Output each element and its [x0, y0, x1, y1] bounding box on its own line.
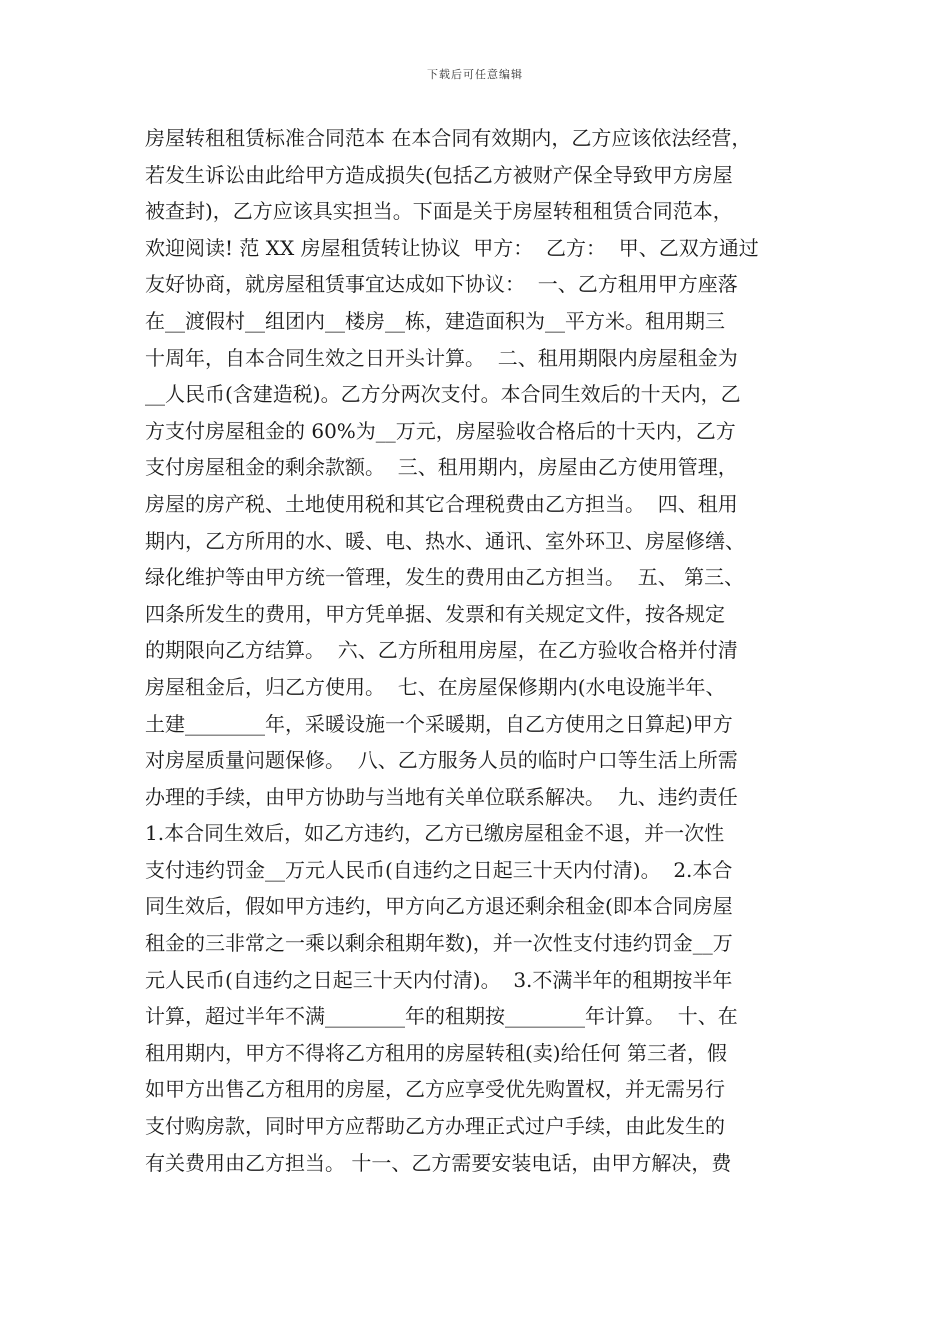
body-line-22: 同生效后，假如甲方违约，甲方向乙方退还剩余租金(即本合同房屋: [145, 894, 733, 919]
body-line-2: 若发生诉讼由此给甲方造成损失(包括乙方被财产保全导致甲方房屋: [145, 162, 733, 187]
body-line-19: 办理的手续，由甲方协助与当地有关单位联系解决。 九、违约责任: [145, 784, 738, 809]
body-line-13: 绿化维护等由甲方统一管理，发生的费用由乙方担当。 五、 第三、: [145, 565, 745, 590]
body-line-15: 的期限向乙方结算。 六、乙方所租用房屋，在乙方验收合格并付清: [145, 638, 738, 663]
body-line-7: 十周年，自本合同生效之日开头计算。 二、租用期限内房屋租金为: [145, 345, 738, 370]
contract-body: [145, 120, 805, 1181]
body-line-28: 支付购房款，同时甲方应帮助乙方办理正式过户手续，由此发生的: [145, 1114, 725, 1139]
body-line-21: 支付违约罚金__万元人民币(自违约之日起三十天内付清)。 2.本合: [145, 857, 733, 882]
body-line-3: 被查封)，乙方应该具实担当。下面是关于房屋转租租赁合同范本，: [145, 199, 733, 224]
body-line-4: 欢迎阅读! 范 XX 房屋租赁转让协议 甲方： 乙方： 甲、乙双方通过: [145, 235, 759, 260]
body-line-16: 房屋租金后，归乙方使用。 七、在房屋保修期内(水电设施半年、: [145, 674, 726, 699]
body-line-20: 1.本合同生效后，如乙方违约，乙方已缴房屋租金不退，并一次性: [145, 821, 725, 846]
body-line-9: 方支付房屋租金的 60%为__万元，房屋验收合格后的十天内，乙方: [145, 418, 736, 443]
body-line-17: 土建________年，采暖设施一个采暖期，自乙方使用之日算起)甲方: [145, 711, 733, 736]
body-line-27: 如甲方出售乙方租用的房屋，乙方应享受优先购置权，并无需另行: [145, 1077, 725, 1102]
body-line-10: 支付房屋租金的剩余款额。 三、租用期内，房屋由乙方使用管理，: [145, 455, 738, 480]
body-line-11: 房屋的房产税、土地使用税和其它合理税费由乙方担当。 四、租用: [145, 491, 738, 516]
body-line-6: 在__渡假村__组团内__楼房__栋，建造面积为__平方米。租用期三: [145, 308, 725, 333]
body-line-8: __人民币(含建造税)。乙方分两次支付。本合同生效后的十天内，乙: [145, 382, 741, 407]
body-line-26: 租用期内，甲方不得将乙方租用的房屋转租(卖)给任何 第三者，假: [145, 1040, 727, 1065]
body-line-12: 期内，乙方所用的水、暖、电、热水、通讯、室外环卫、房屋修缮、: [145, 528, 745, 553]
body-line-29: 有关费用由乙方担当。 十一、乙方需要安装电话，由甲方解决，费: [145, 1150, 732, 1175]
page-header-note: 下载后可任意编辑: [427, 68, 523, 81]
body-line-14: 四条所发生的费用，甲方凭单据、发票和有关规定文件，按各规定: [145, 601, 725, 626]
body-line-5: 友好协商，就房屋租赁事宜达成如下协议： 一、乙方租用甲方座落: [145, 272, 738, 297]
body-line-1: 房屋转租租赁标准合同范本 在本合同有效期内，乙方应该依法经营，: [145, 126, 752, 150]
body-line-18: 对房屋质量问题保修。 八、乙方服务人员的临时户口等生活上所需: [145, 748, 738, 773]
body-line-23: 租金的三非常之一乘以剩余租期年数)，并一次性支付违约罚金__万: [145, 931, 733, 956]
body-line-24: 元人民币(自违约之日起三十天内付清)。 3.不满半年的租期按半年: [145, 967, 733, 992]
body-line-25: 计算，超过半年不满________年的租期按________年计算。 十、在: [145, 1004, 738, 1029]
